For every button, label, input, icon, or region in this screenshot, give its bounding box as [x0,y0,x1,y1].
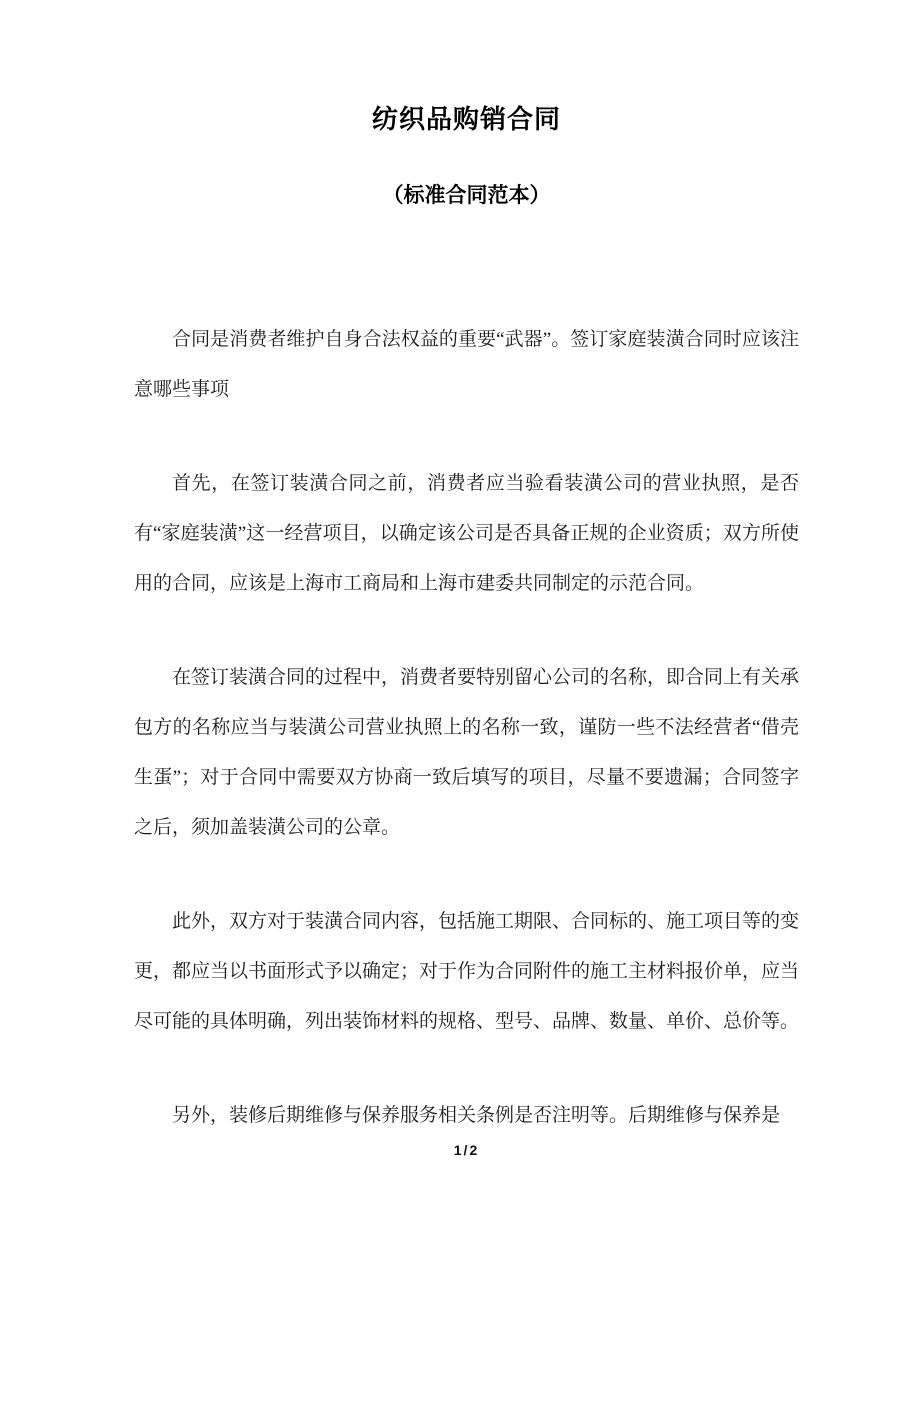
document-subtitle: （标准合同范本） [382,183,551,207]
body-paragraph: 在签订装潢合同的过程中，消费者要特别留心公司的名称，即合同上有关承包方的名称应当与装潢公司营业执照上的名称一致，谨防一些不法经营者“借壳生蛋”；对于合同中需要双方协商一致后填写的项目，尽量不要遗漏；合同签字之后，须加盖装潢公司的公章。 [134,667,800,838]
body-paragraph: 此外，双方对于装潢合同内容，包括施工期限、合同标的、施工项目等的变更，都应当以书面形式予以确定；对于作为合同附件的施工主材料报价单，应当尽可能的具体明确，列出装饰材料的规格、型号、品牌、数量、单价、总价等。 [134,911,800,1032]
body-paragraph: 合同是消费者维护自身合法权益的重要“武器”。签订家庭装潢合同时应该注意哪些事项 [134,329,799,400]
page-number: 1/2 [453,1142,480,1158]
body-paragraph: 首先，在签订装潢合同之前，消费者应当验看装潢公司的营业执照，是否有“家庭装潢”这一经营项目，以确定该公司是否具备正规的企业资质；双方所使用的合同，应该是上海市工商局和上海市建委共同制定的示范合同。 [134,473,799,594]
document-page [0,100,920,1402]
document-title: 纺织品购销合同 [371,104,561,134]
document-body [134,315,799,1141]
body-paragraph: 另外，装修后期维修与保养服务相关条例是否注明等。后期维修与保养是 [172,1105,781,1126]
